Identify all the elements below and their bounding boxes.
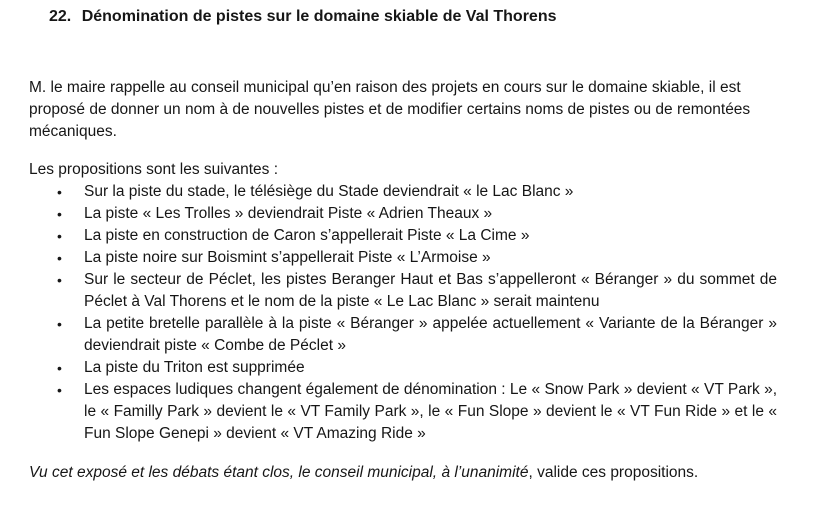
intro-line-2: proposé de donner un nom à de nouvelles pistes et de modifier certains noms de pistes ou de remontées [29,101,751,118]
list-item [0,357,777,379]
bullet-icon: • [57,184,62,200]
list-item [0,225,777,247]
proposition-text: Sur la piste du stade, le télésiège du Stade deviendrait « le Lac Blanc » [84,183,574,200]
list-item [0,313,777,357]
proposition-text: La piste du Triton est supprimée [84,359,305,376]
conclusion-paragraph [29,462,698,484]
list-item [0,379,777,445]
list-item [0,247,777,269]
bullet-icon: • [57,360,62,376]
section-heading [49,6,557,28]
bullet-icon: • [57,382,62,398]
proposition-text: La piste noire sur Boismint s’appellerait Piste « L’Armoise » [84,249,491,266]
conclusion-italic-2: à l’unanimité [441,464,529,481]
bullet-icon: • [57,228,62,244]
list-item [0,203,777,225]
bullet-icon: • [57,272,62,288]
section-title: Dénomination de pistes sur le domaine skiable de Val Thorens [81,8,557,25]
conclusion-plain: , valide ces propositions. [528,464,699,481]
bullet-icon: • [57,206,62,222]
intro-paragraph [29,77,789,143]
proposition-text: Les espaces ludiques changent également de dénomination : Le « Snow Park » devient « VT Park », le « Familly Park » devient le « VT Family Park », le « Fun Slope » devient le « VT Fun Ride » et le « Fun Slope Genepi » devient « VT Amazing Ride » [84,381,777,442]
conclusion-italic-1: Vu cet exposé et les débats étant clos, le conseil municipal, [29,464,442,481]
proposition-text: La petite bretelle parallèle à la piste « Béranger » appelée actuellement « Variante de la Béranger » deviendrait piste « Combe de Péclet » [84,315,777,354]
intro-line-3: mécaniques. [29,123,117,140]
list-intro: Les propositions sont les suivantes : [29,161,278,178]
proposition-text: Sur le secteur de Péclet, les pistes Beranger Haut et Bas s’appelleront « Béranger » du sommet de Péclet à Val Thorens et le nom de la piste « Le Lac Blanc » serait maintenu [84,271,777,310]
proposition-text: La piste en construction de Caron s’appellerait Piste « La Cime » [84,227,530,244]
list-item [0,269,777,313]
bullet-icon: • [57,316,62,332]
proposition-text: La piste « Les Trolles » deviendrait Piste « Adrien Theaux » [84,205,493,222]
propositions-list [0,181,821,445]
section-number: 22. [49,8,72,25]
intro-line-1: M. le maire rappelle au conseil municipal qu’en raison des projets en cours sur le domaine skiable, il est [29,79,741,96]
list-item [0,181,777,203]
bullet-icon: • [57,250,62,266]
